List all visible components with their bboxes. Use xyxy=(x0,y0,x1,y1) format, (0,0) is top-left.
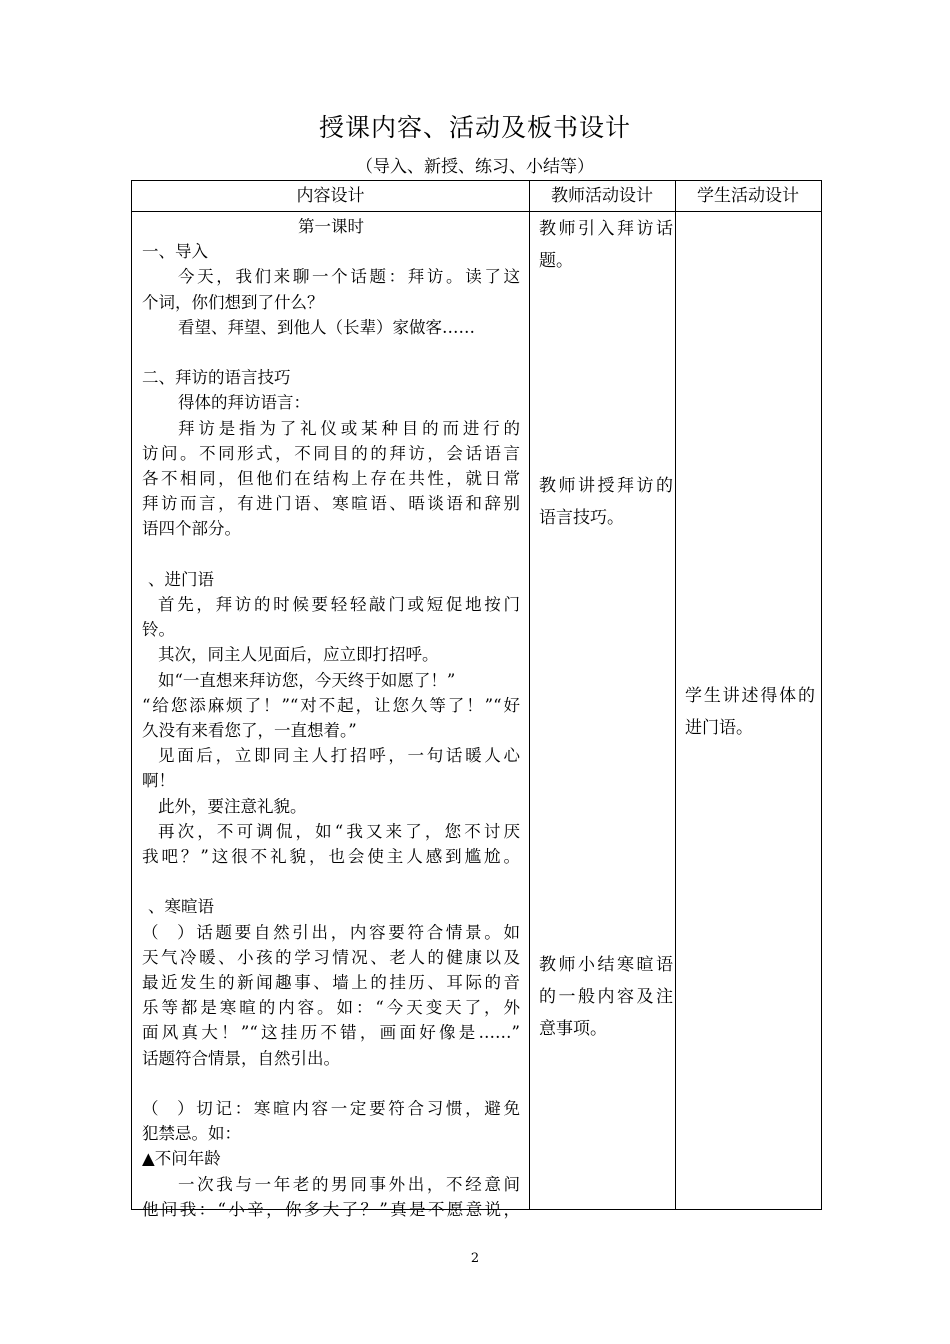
content-line: 其次，同主人见面后，应立即打招呼。 xyxy=(158,645,439,665)
content-line: 访问。不同形式，不同目的的拜访，会话语言 xyxy=(142,443,520,463)
content-line: 拜访而言，有进门语、寒暄语、晤谈语和辞别 xyxy=(142,494,520,514)
section-heading: 一、导入 xyxy=(142,242,208,262)
content-line: 犯禁忌。如： xyxy=(142,1124,241,1144)
page-subtitle: （导入、新授、练习、小结等） xyxy=(356,157,594,177)
subsection-heading: 、寒暄语 xyxy=(148,897,214,917)
content-line: 久没有来看您了，一直想着。” xyxy=(142,721,357,741)
page-title: 授课内容、活动及板书设计 xyxy=(318,113,631,142)
content-line: 铃。 xyxy=(142,620,175,640)
content-line: 天气冷暖、小孩的学习情况、老人的健康以及 xyxy=(142,947,520,967)
content-line: 拜访是指为了礼仪或某种目的而进行的 xyxy=(178,418,520,438)
content-line: 今天，我们来聊一个话题：拜访。读了这 xyxy=(178,267,520,287)
student-activity-entry-phrases: 学生讲述得体的进门语。 xyxy=(685,686,815,738)
blank-line xyxy=(142,869,520,894)
content-line: 他问我：“小辛，你多大了？”真是不愿意说， xyxy=(142,1199,520,1219)
header-divider xyxy=(132,211,821,212)
content-line: ▲不问年龄 xyxy=(142,1149,221,1169)
content-line: （ ）话题要自然引出，内容要符合情景。如 xyxy=(142,922,520,942)
content-line: 首先，拜访的时候要轻轻敲门或短促地按门 xyxy=(158,595,520,615)
lesson-period-heading: 第一课时 xyxy=(298,217,364,236)
content-line: 见面后，立即同主人打招呼，一句话暖人心 xyxy=(158,746,520,766)
content-line: 话题符合情景，自然引出。 xyxy=(142,1048,340,1068)
teacher-activity-intro: 教师引入拜访话题。 xyxy=(539,219,673,271)
content-line: “给您添麻烦了！”“对不起，让您久等了！”“好 xyxy=(142,695,520,715)
content-line: 我吧？”这很不礼貌，也会使主人感到尴尬。 xyxy=(142,847,520,867)
page-number: 2 xyxy=(470,1251,480,1266)
header-teacher-activity: 教师活动设计 xyxy=(551,186,653,206)
content-line: 乐等都是寒暄的内容。如：“今天变天了，外 xyxy=(142,998,520,1018)
column-divider xyxy=(675,181,676,1209)
header-content-design: 内容设计 xyxy=(296,186,365,206)
content-design-column xyxy=(142,214,520,1222)
content-line: 个词，你们想到了什么？ xyxy=(142,292,324,312)
column-divider xyxy=(529,181,530,1209)
content-line: 如“一直想来拜访您，今天终于如愿了！” xyxy=(158,670,456,690)
content-line: 语四个部分。 xyxy=(142,519,241,539)
subsection-heading: 、进门语 xyxy=(148,569,214,589)
blank-line xyxy=(142,1071,520,1096)
content-line: 此外，要注意礼貌。 xyxy=(158,796,307,816)
content-line: 一次我与一年老的男同事外出，不经意间 xyxy=(178,1174,520,1194)
lesson-plan-table xyxy=(131,180,822,1219)
content-line: （ ）切记：寒暄内容一定要符合习惯，避免 xyxy=(142,1099,520,1119)
content-line: 啊！ xyxy=(142,771,175,791)
header-student-activity: 学生活动设计 xyxy=(697,186,799,206)
content-line: 各不相同，但他们在结构上存在共性，就日常 xyxy=(142,469,520,489)
blank-line xyxy=(142,542,520,567)
content-line: 看望、拜望、到他人（长辈）家做客…… xyxy=(178,317,475,337)
teacher-activity-greeting-summary: 教师小结寒暄语的一般内容及注意事项。 xyxy=(539,955,673,1039)
teacher-activity-language-skills: 教师讲授拜访的语言技巧。 xyxy=(539,476,673,528)
section-heading: 二、拜访的语言技巧 xyxy=(142,368,291,388)
content-line: 面风真大！”“这挂历不错，画面好像是……” xyxy=(142,1023,520,1043)
content-line: 再次，不可调侃，如“我又来了，您不讨厌 xyxy=(158,821,520,841)
blank-line xyxy=(142,340,520,365)
content-line: 得体的拜访语言： xyxy=(178,393,310,413)
content-line: 最近发生的新闻趣事、墙上的挂历、耳际的音 xyxy=(142,973,520,993)
